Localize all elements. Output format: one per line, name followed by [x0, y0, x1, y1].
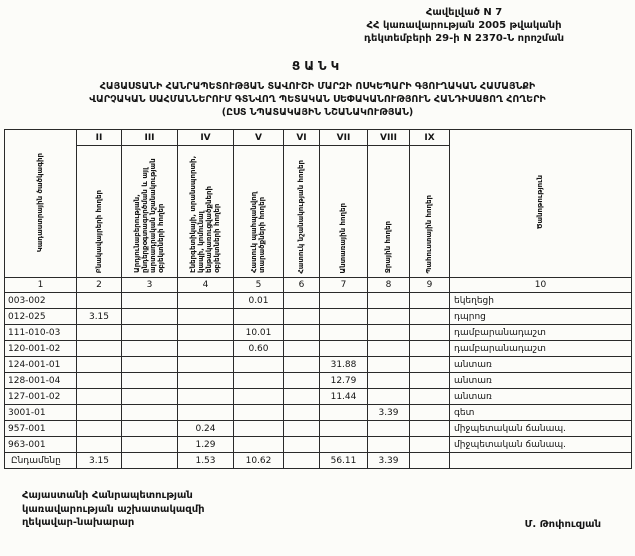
- value-cell: [284, 373, 320, 389]
- appendix-line-1: Հավելված N 7: [425, 7, 503, 18]
- value-cell: [320, 421, 368, 437]
- value-cell: [122, 421, 178, 437]
- category-reserve: Պահուստային հողեր: [410, 146, 450, 278]
- roman-III: III: [122, 130, 178, 146]
- value-cell: [410, 325, 450, 341]
- table-row: [5, 357, 632, 373]
- value-cell: 3.15: [77, 309, 122, 325]
- value-cell: [122, 389, 178, 405]
- colnum-5: 5: [234, 278, 284, 293]
- value-cell: [320, 405, 368, 421]
- code-cell: 111-010-03: [5, 325, 77, 341]
- value-cell: [77, 389, 122, 405]
- value-cell: 0.60: [234, 341, 284, 357]
- value-cell: [122, 373, 178, 389]
- value-cell: 10.01: [234, 325, 284, 341]
- roman-VI: VI: [284, 130, 320, 146]
- category-settlement: Բնակավայրերի հողեր: [77, 146, 122, 278]
- note-cell: միջպետական ճանապ.: [450, 421, 632, 437]
- appendix-line-3: դեկտեմբերի 29-ի N 2370-Ն որոշման: [363, 33, 565, 44]
- value-cell: [178, 341, 234, 357]
- value-cell: [77, 373, 122, 389]
- value-cell: [284, 357, 320, 373]
- value-cell: [320, 309, 368, 325]
- value-cell: [122, 293, 178, 309]
- note-cell: միջպետական ճանապ.: [450, 437, 632, 453]
- title-line-1: ՀԱՅԱՍՏԱՆԻ ՀԱՆՐԱՊԵՏՈՒԹՅԱՆ ՏԱՎՈՒՇԻ ՄԱՐԶԻ ՈՍԿԵՊԱՐԻ ԳՅՈՒՂԱԿԱՆ ՀԱՄԱՅՆՔԻ: [99, 81, 536, 92]
- value-cell: [368, 357, 410, 373]
- value-cell: [284, 293, 320, 309]
- roman-IX: IX: [410, 130, 450, 146]
- value-cell: [284, 405, 320, 421]
- code-cell: 3001-01: [5, 405, 77, 421]
- category-energy-transport: Էներգետիկայի, տրանսպորտի, կապի, կոմունալ ենթակառուցվածքների օբյեկտների հողեր: [178, 146, 234, 278]
- value-cell: [320, 437, 368, 453]
- value-cell: [284, 437, 320, 453]
- footer: [4, 489, 631, 530]
- value-cell: [234, 309, 284, 325]
- value-cell: [320, 325, 368, 341]
- total-note-cell: [450, 453, 632, 469]
- value-cell: [284, 421, 320, 437]
- colnum-9: 9: [410, 278, 450, 293]
- value-cell: [234, 437, 284, 453]
- total-value-cell: 1.53: [178, 453, 234, 469]
- code-cell: 012-025: [5, 309, 77, 325]
- total-label: Ընդամենը: [5, 453, 77, 469]
- value-cell: [178, 325, 234, 341]
- title-block: [4, 59, 631, 119]
- category-industrial: Արդյունաբերության, ընդերքօգտագործման և այլ արտադրական նշանակության օբյեկտների հողեր: [122, 146, 178, 278]
- value-cell: 1.29: [178, 437, 234, 453]
- colnum-6: 6: [284, 278, 320, 293]
- value-cell: [234, 421, 284, 437]
- value-cell: [368, 389, 410, 405]
- title-line-2: ՎԱՐՉԱԿԱՆ ՍԱՀՄԱՆՆԵՐՈՒՄ ԳՏՆՎՈՂ ՊԵՏԱԿԱՆ ՍԵՓԱԿԱՆՈՒԹՅՈՒՆ ՀԱՆԴԻՍԱՑՈՂ ՀՈՂԵՐԻ: [89, 93, 546, 105]
- value-cell: [410, 405, 450, 421]
- category-forest: Անտառային հողեր: [320, 146, 368, 278]
- value-cell: [234, 405, 284, 421]
- table-row: [5, 373, 632, 389]
- value-cell: [77, 341, 122, 357]
- total-value-cell: 3.39: [368, 453, 410, 469]
- value-cell: [410, 309, 450, 325]
- total-value-cell: 10.62: [234, 453, 284, 469]
- table-row: [5, 325, 632, 341]
- cadastral-code-header-text: Կադաստրային ծածկագիր: [36, 152, 45, 253]
- colnum-4: 4: [178, 278, 234, 293]
- document-title: ՑԱՆԿ: [291, 59, 344, 73]
- table-row: [5, 293, 632, 309]
- code-cell: 127-001-02: [5, 389, 77, 405]
- total-value-cell: 56.11: [320, 453, 368, 469]
- code-cell: 124-001-01: [5, 357, 77, 373]
- note-cell: անտառ: [450, 357, 632, 373]
- roman-II: II: [77, 130, 122, 146]
- value-cell: [77, 357, 122, 373]
- note-cell: անտառ: [450, 389, 632, 405]
- table-row: [5, 309, 632, 325]
- table-row: [5, 341, 632, 357]
- colnum-8: 8: [368, 278, 410, 293]
- code-cell: 003-002: [5, 293, 77, 309]
- value-cell: [122, 437, 178, 453]
- note-cell: անտառ: [450, 373, 632, 389]
- value-cell: [410, 357, 450, 373]
- note-cell: դպրոց: [450, 309, 632, 325]
- value-cell: [284, 341, 320, 357]
- value-cell: [368, 325, 410, 341]
- colnum-2: 2: [77, 278, 122, 293]
- value-cell: [410, 373, 450, 389]
- total-value-cell: [410, 453, 450, 469]
- value-cell: [178, 405, 234, 421]
- category-protected: Հատուկ պահպանվող տարածքների հողեր: [234, 146, 284, 278]
- value-cell: [77, 325, 122, 341]
- code-cell: 957-001: [5, 421, 77, 437]
- value-cell: [77, 421, 122, 437]
- roman-V: V: [234, 130, 284, 146]
- value-cell: [234, 389, 284, 405]
- value-cell: [178, 293, 234, 309]
- value-cell: 31.88: [320, 357, 368, 373]
- cadastral-code-header: [5, 130, 77, 278]
- column-number-row: [5, 278, 632, 293]
- value-cell: [410, 341, 450, 357]
- value-cell: [410, 293, 450, 309]
- document-page: [4, 0, 631, 530]
- appendix-header: [314, 6, 614, 45]
- value-cell: [122, 405, 178, 421]
- total-value-cell: [122, 453, 178, 469]
- total-row: [5, 453, 632, 469]
- code-cell: 120-001-02: [5, 341, 77, 357]
- note-cell: եկեղեցի: [450, 293, 632, 309]
- value-cell: 3.39: [368, 405, 410, 421]
- value-cell: [368, 437, 410, 453]
- notes-header-text: Ծանոթություն: [536, 175, 545, 230]
- value-cell: [368, 309, 410, 325]
- value-cell: [410, 421, 450, 437]
- note-cell: դամբարանադաշտ: [450, 341, 632, 357]
- value-cell: [122, 325, 178, 341]
- value-cell: [284, 309, 320, 325]
- roman-VII: VII: [320, 130, 368, 146]
- value-cell: 11.44: [320, 389, 368, 405]
- value-cell: [410, 389, 450, 405]
- value-cell: [368, 341, 410, 357]
- roman-VIII: VIII: [368, 130, 410, 146]
- land-table: [4, 129, 632, 469]
- category-water: Ջրային հողեր: [368, 146, 410, 278]
- table-row: [5, 389, 632, 405]
- total-value-cell: [284, 453, 320, 469]
- value-cell: [410, 437, 450, 453]
- title-line-3: (ԸՍՏ ՆՊԱՏԱԿԱՅԻՆ ՆՇԱՆԱԿՈՒԹՅԱՆ): [221, 106, 414, 118]
- footer-line-3: ղեկավար-նախարար: [22, 517, 135, 529]
- value-cell: [122, 357, 178, 373]
- colnum-7: 7: [320, 278, 368, 293]
- value-cell: [320, 293, 368, 309]
- value-cell: [178, 357, 234, 373]
- value-cell: [368, 421, 410, 437]
- value-cell: [178, 373, 234, 389]
- colnum-10: 10: [450, 278, 632, 293]
- table-row: [5, 421, 632, 437]
- colnum-3: 3: [122, 278, 178, 293]
- code-cell: 963-001: [5, 437, 77, 453]
- table-row: [5, 405, 632, 421]
- value-cell: [178, 389, 234, 405]
- value-cell: [368, 373, 410, 389]
- roman-numeral-row: [5, 130, 632, 146]
- code-cell: 128-001-04: [5, 373, 77, 389]
- roman-IV: IV: [178, 130, 234, 146]
- value-cell: [368, 293, 410, 309]
- footer-line-1: Հայաստանի Հանրապետության: [22, 490, 193, 502]
- value-cell: [284, 325, 320, 341]
- value-cell: [320, 341, 368, 357]
- colnum-1: 1: [5, 278, 77, 293]
- value-cell: [234, 357, 284, 373]
- appendix-line-2: ՀՀ կառավարության 2005 թվականի: [366, 20, 562, 31]
- category-special: Հատուկ նշանակության հողեր: [284, 146, 320, 278]
- value-cell: [122, 309, 178, 325]
- value-cell: [178, 309, 234, 325]
- value-cell: [234, 373, 284, 389]
- total-value-cell: 3.15: [77, 453, 122, 469]
- value-cell: [77, 293, 122, 309]
- value-cell: [77, 405, 122, 421]
- value-cell: [284, 389, 320, 405]
- table-row: [5, 437, 632, 453]
- notes-header: [450, 130, 632, 278]
- value-cell: [122, 341, 178, 357]
- value-cell: 0.01: [234, 293, 284, 309]
- note-cell: գետ: [450, 405, 632, 421]
- value-cell: 0.24: [178, 421, 234, 437]
- signature-name: Մ. Թոփուզյան: [524, 518, 601, 530]
- value-cell: 12.79: [320, 373, 368, 389]
- value-cell: [77, 437, 122, 453]
- footer-line-2: կառավարության աշխատակազմի: [22, 503, 205, 515]
- note-cell: դամբարանադաշտ: [450, 325, 632, 341]
